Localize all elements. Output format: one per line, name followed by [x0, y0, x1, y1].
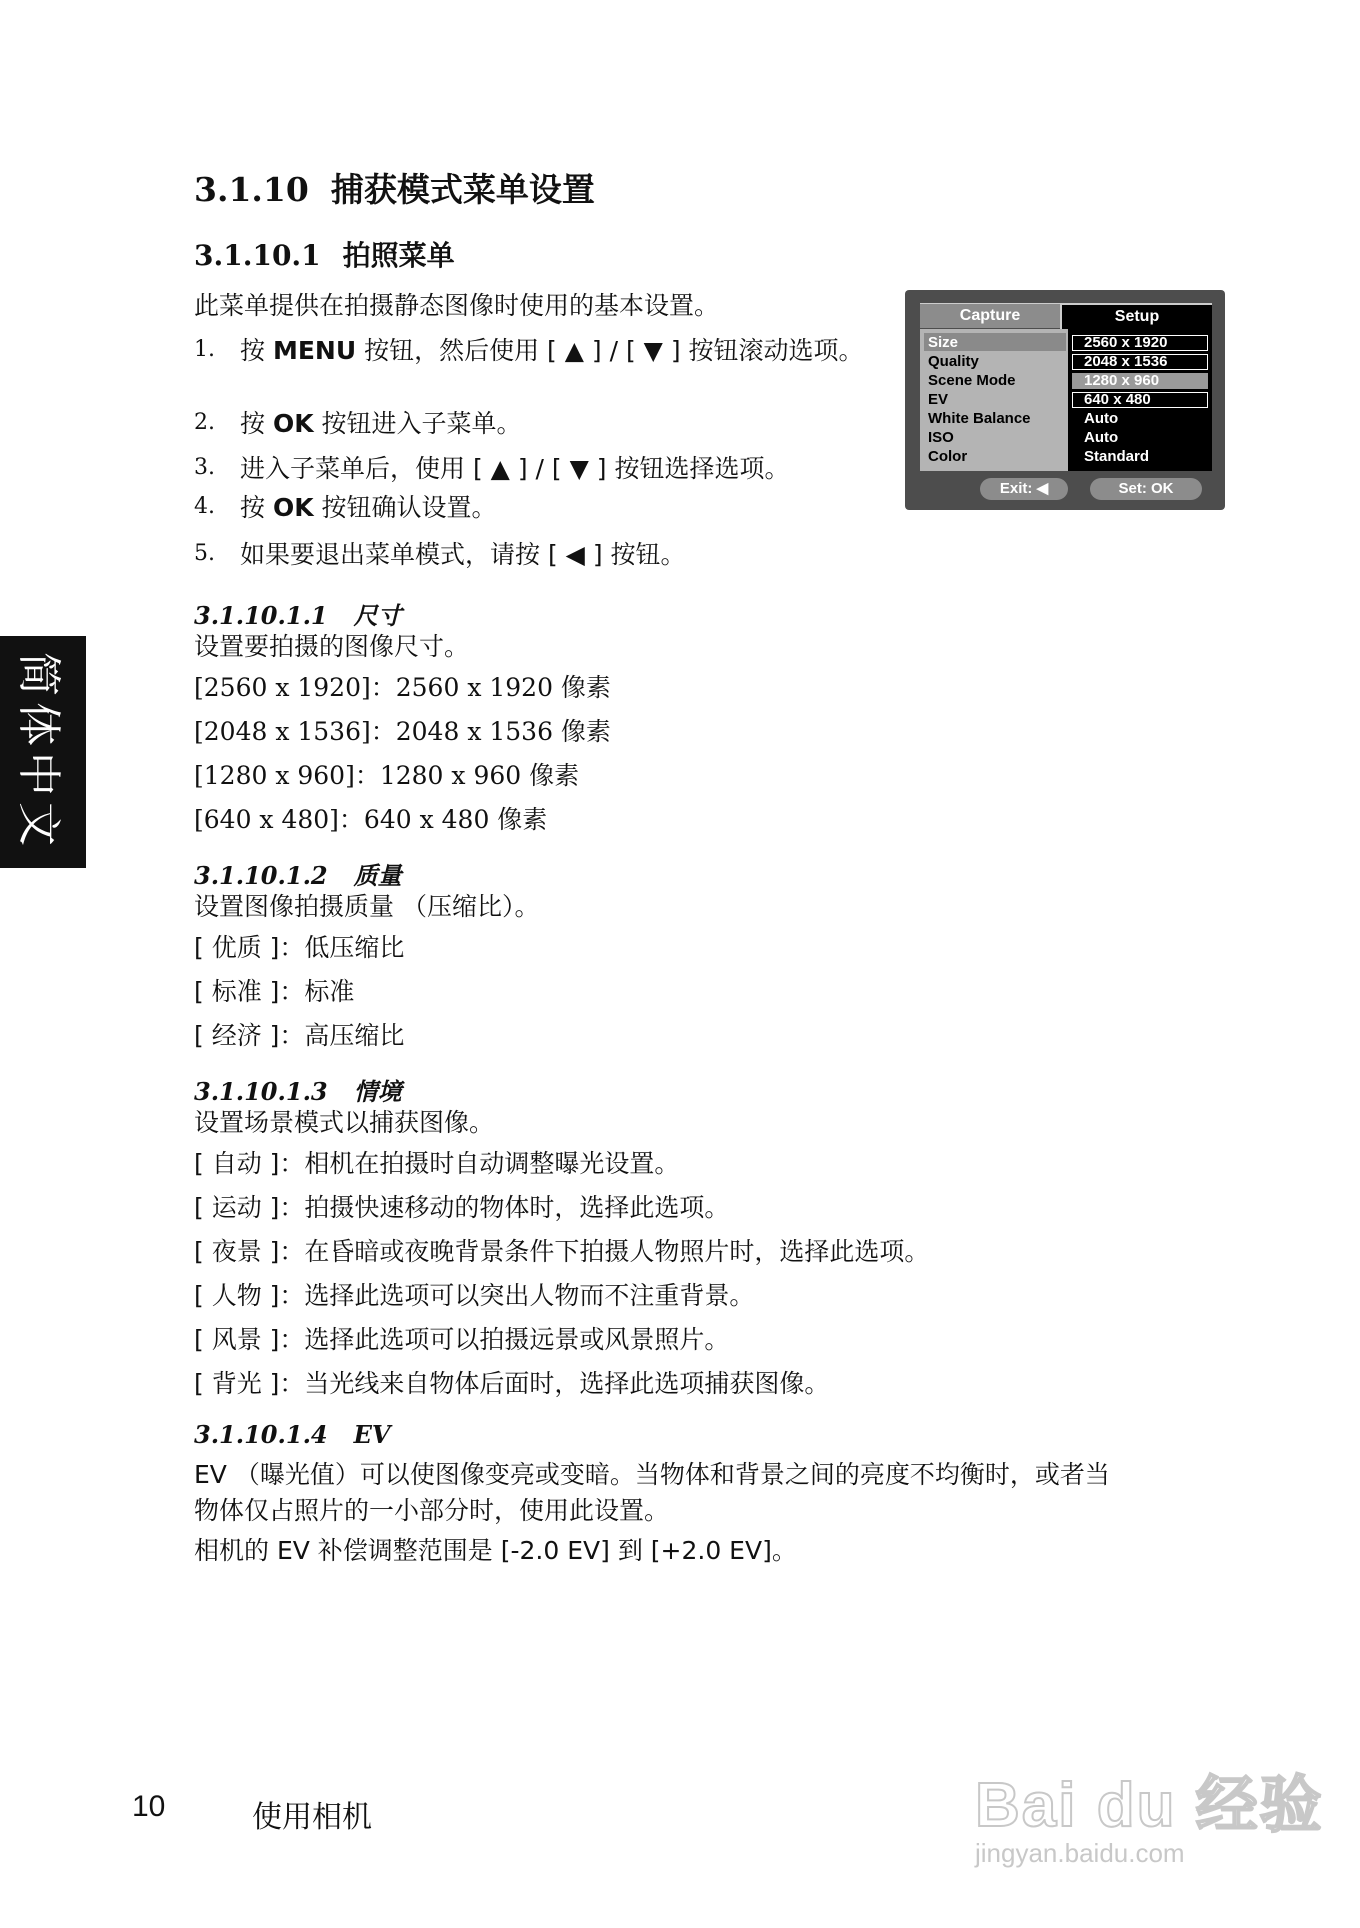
quality-heading [194, 856, 402, 891]
scene-number: 3.1.10.1.3 [194, 1077, 328, 1106]
menu-item-color: Color [928, 448, 968, 465]
ev-heading [194, 1420, 391, 1449]
step-text: 进入子菜单后，使用 [ ▲ ] / [ ▼ ] 按钮选择选项。 [240, 454, 790, 483]
page-number: 10 [132, 1790, 166, 1823]
menu-item-ev: EV [928, 391, 949, 408]
ok-key-label: OK [272, 409, 314, 438]
subsection-heading [194, 234, 455, 274]
ev-number: 3.1.10.1.4 [194, 1420, 328, 1449]
size-option-2048: 2048 x 1536 [1084, 353, 1168, 370]
step-3 [194, 451, 900, 487]
scene-description: 设置场景模式以捕获图像。 [194, 1108, 495, 1137]
subsection-title: 拍照菜单 [342, 239, 455, 272]
size-option: [2560 x 1920]：2560 x 1920 像素 [194, 673, 611, 702]
menu-item-iso: ISO [928, 429, 954, 446]
language-label: 简体中文 [13, 652, 64, 852]
step-1 [194, 333, 900, 369]
step-text: 按 [240, 409, 273, 438]
menu-item-quality: Quality [928, 353, 979, 370]
step-text: 按 [240, 493, 273, 522]
quality-description: 设置图像拍摄质量 （压缩比）。 [194, 892, 540, 921]
step-number: 3. [194, 455, 215, 480]
language-side-tab [0, 636, 86, 868]
step-number: 1. [194, 337, 215, 362]
size-option: [640 x 480]：640 x 480 像素 [194, 805, 548, 834]
quality-option: [ 优质 ]：低压缩比 [194, 933, 405, 962]
step-text: 按钮确认设置。 [313, 493, 497, 522]
size-option: [1280 x 960]：1280 x 960 像素 [194, 761, 580, 790]
quality-number: 3.1.10.1.2 [194, 861, 328, 890]
color-value: Standard [1084, 448, 1150, 465]
step-number: 5. [194, 541, 215, 566]
quality-option: [ 经济 ]：高压缩比 [194, 1021, 405, 1050]
step-5 [194, 537, 900, 573]
size-option-1280: 1280 x 960 [1084, 372, 1160, 389]
scene-option: [ 自动 ]：相机在拍摄时自动调整曝光设置。 [194, 1149, 680, 1178]
step-number: 2. [194, 410, 215, 435]
step-number: 4. [194, 494, 215, 519]
iso-value: Auto [1084, 429, 1119, 446]
size-option-640: 640 x 480 [1084, 391, 1151, 408]
exit-hint: Exit: ◀ [980, 478, 1068, 500]
step-2 [194, 406, 900, 442]
step-text: 按钮进入子菜单。 [313, 409, 522, 438]
tab-setup: Setup [1060, 303, 1212, 329]
step-text: 按钮，然后使用 [ ▲ ] / [ ▼ ] 按钮滚动选项。 [356, 336, 864, 365]
menu-key-label: MENU [272, 336, 357, 365]
scene-option: [ 运动 ]：拍摄快速移动的物体时，选择此选项。 [194, 1193, 730, 1222]
size-option-2560: 2560 x 1920 [1084, 334, 1168, 351]
baidu-watermark-url: jingyan.baidu.com [975, 1838, 1185, 1868]
subsection-number: 3.1.10.1 [194, 239, 321, 272]
white-balance-value: Auto [1084, 410, 1119, 427]
scene-option: [ 人物 ]：选择此选项可以突出人物而不注重背景。 [194, 1281, 755, 1310]
size-description: 设置要拍摄的图像尺寸。 [194, 632, 470, 661]
ev-description-line: 物体仅占照片的一小部分时，使用此设置。 [194, 1496, 670, 1525]
menu-item-white-balance: White Balance [928, 410, 1031, 427]
size-option: [2048 x 1536]：2048 x 1536 像素 [194, 717, 611, 746]
step-4 [194, 490, 900, 526]
menu-item-scene-mode: Scene Mode [928, 372, 1016, 389]
size-heading [194, 596, 402, 631]
size-title: 尺寸 [353, 601, 402, 630]
scene-option: [ 风景 ]：选择此选项可以拍摄远景或风景照片。 [194, 1325, 730, 1354]
quality-title: 质量 [353, 861, 402, 890]
section-heading [194, 164, 595, 211]
scene-title: 情境 [353, 1077, 402, 1106]
scene-option: [ 夜景 ]：在昏暗或夜晚背景条件下拍摄人物照片时，选择此选项。 [194, 1237, 930, 1266]
quality-option: [ 标准 ]：标准 [194, 977, 355, 1006]
ev-range-text: 相机的 EV 补偿调整范围是 [-2.0 EV] 到 [+2.0 EV]。 [194, 1536, 797, 1565]
section-title: 捕获模式菜单设置 [330, 170, 595, 209]
scene-heading [194, 1072, 402, 1107]
ev-title: EV [353, 1420, 391, 1449]
step-text: 按 [240, 336, 273, 365]
section-number: 3.1.10 [194, 170, 309, 209]
step-text: 如果要退出菜单模式，请按 [ ◀ ] 按钮。 [240, 540, 686, 569]
scene-option: [ 背光 ]：当光线来自物体后面时，选择此选项捕获图像。 [194, 1369, 830, 1398]
tab-capture: Capture [920, 303, 1060, 328]
baidu-watermark-logo: Bai du 经验 [975, 1771, 1324, 1840]
menu-item-size: Size [928, 334, 959, 351]
ok-key-label: OK [272, 493, 314, 522]
set-hint: Set: OK [1090, 478, 1202, 500]
intro-text: 此菜单提供在拍摄静态图像时使用的基本设置。 [194, 291, 720, 320]
chapter-title: 使用相机 [252, 1800, 372, 1835]
size-number: 3.1.10.1.1 [194, 601, 328, 630]
ev-description-line: EV （曝光值）可以使图像变亮或变暗。当物体和背景之间的亮度不均衡时，或者当 [194, 1460, 1110, 1489]
